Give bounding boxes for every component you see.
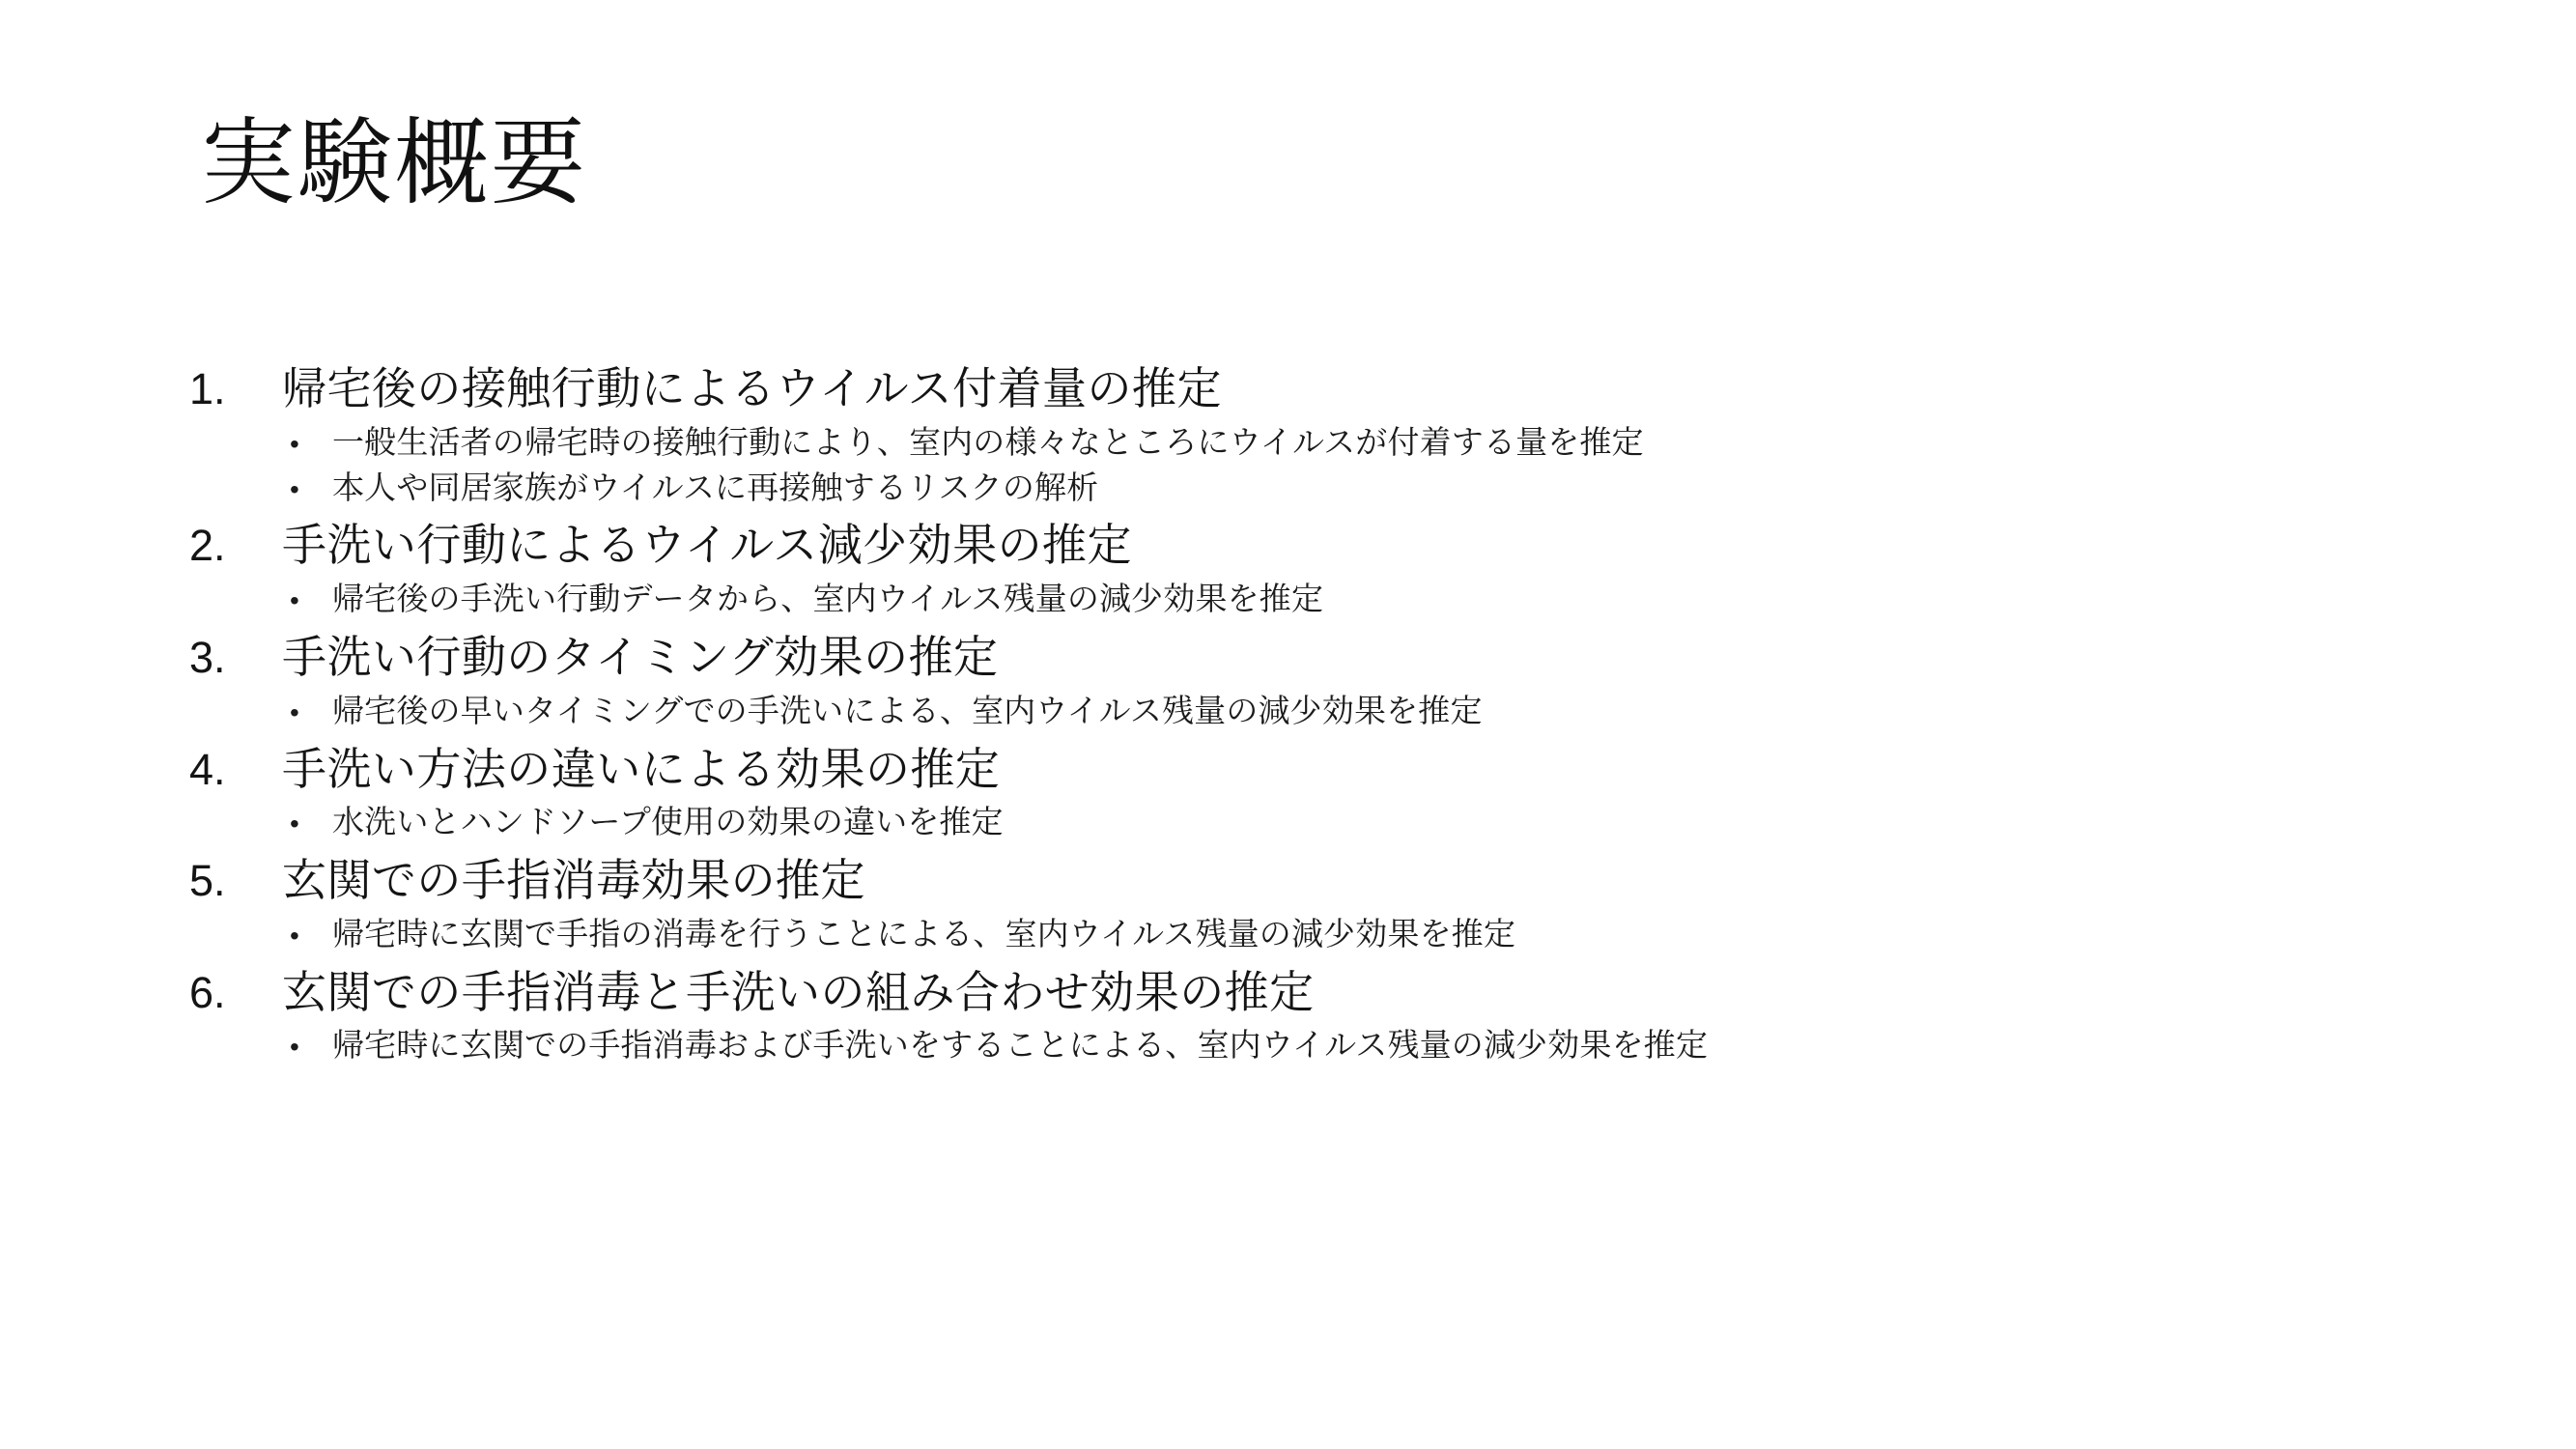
sub-list-item [189,1023,2372,1068]
list-item-number: 2. [189,521,226,571]
list-item-number: 4. [189,744,226,794]
sub-list-item-label: 一般生活者の帰宅時の接触行動により、室内の様々なところにウイルスが付着する量を推定 [332,423,1644,460]
list-item [189,851,2372,957]
bullet-icon: • [290,1032,299,1063]
list-item [189,359,2372,510]
list-item [189,740,2372,846]
main-line [189,516,2372,575]
sub-list-item-label: 水洗いとハンドソープ使用の効果の違いを推定 [332,804,1004,840]
main-line [189,851,2372,910]
sub-list-item-label: 本人や同居家族がウイルスに再接触するリスクの解析 [332,469,1099,505]
bullet-icon: • [290,585,299,616]
list-item-label: 玄関での手指消毒効果の推定 [282,855,865,906]
sub-list-item [189,466,2372,511]
list-item [189,516,2372,622]
list-item-label: 手洗い行動によるウイルス減少効果の推定 [282,520,1132,571]
list-item-number: 6. [189,967,226,1017]
sub-list [189,800,2372,845]
sub-list-item [189,420,2372,466]
sub-list-item-label: 帰宅時に玄関での手指消毒および手洗いをすることによる、室内ウイルス残量の減少効果を推定 [332,1027,1709,1064]
list-item-label: 手洗い行動のタイミング効果の推定 [282,632,999,683]
sub-list-item [189,689,2372,734]
main-line [189,628,2372,687]
sub-list-item-label: 帰宅後の早いタイミングでの手洗いによる、室内ウイルス残量の減少効果を推定 [332,692,1483,728]
main-line [189,740,2372,799]
bullet-icon: • [290,920,299,951]
sub-list [189,912,2372,957]
bullet-icon: • [290,696,299,727]
bullet-icon: • [290,809,299,839]
sub-list [189,689,2372,734]
sub-list-item [189,912,2372,957]
list-item-number: 3. [189,633,226,683]
sub-list-item-label: 帰宅時に玄関で手指の消毒を行うことによる、室内ウイルス残量の減少効果を推定 [332,915,1516,952]
list-item-label: 玄関での手指消毒と手洗いの組み合わせ効果の推定 [282,966,1315,1017]
list-item [189,628,2372,734]
sub-list-item-label: 帰宅後の手洗い行動データから、室内ウイルス残量の減少効果を推定 [332,581,1324,617]
main-line [189,963,2372,1022]
sub-list [189,420,2372,511]
page-title: 実験概要 [201,109,587,215]
bullet-icon: • [290,473,299,504]
sub-list [189,577,2372,622]
bullet-icon: • [290,428,299,459]
main-line [189,359,2372,418]
list-item-number: 5. [189,856,226,906]
list-item-label: 手洗い方法の違いによる効果の推定 [282,743,1001,794]
list-item-number: 1. [189,364,226,413]
numbered-list [189,359,2372,1074]
sub-list [189,1023,2372,1068]
sub-list-item [189,577,2372,622]
sub-list-item [189,800,2372,845]
list-item [189,963,2372,1069]
list-item-label: 帰宅後の接触行動によるウイルス付着量の推定 [282,363,1222,413]
